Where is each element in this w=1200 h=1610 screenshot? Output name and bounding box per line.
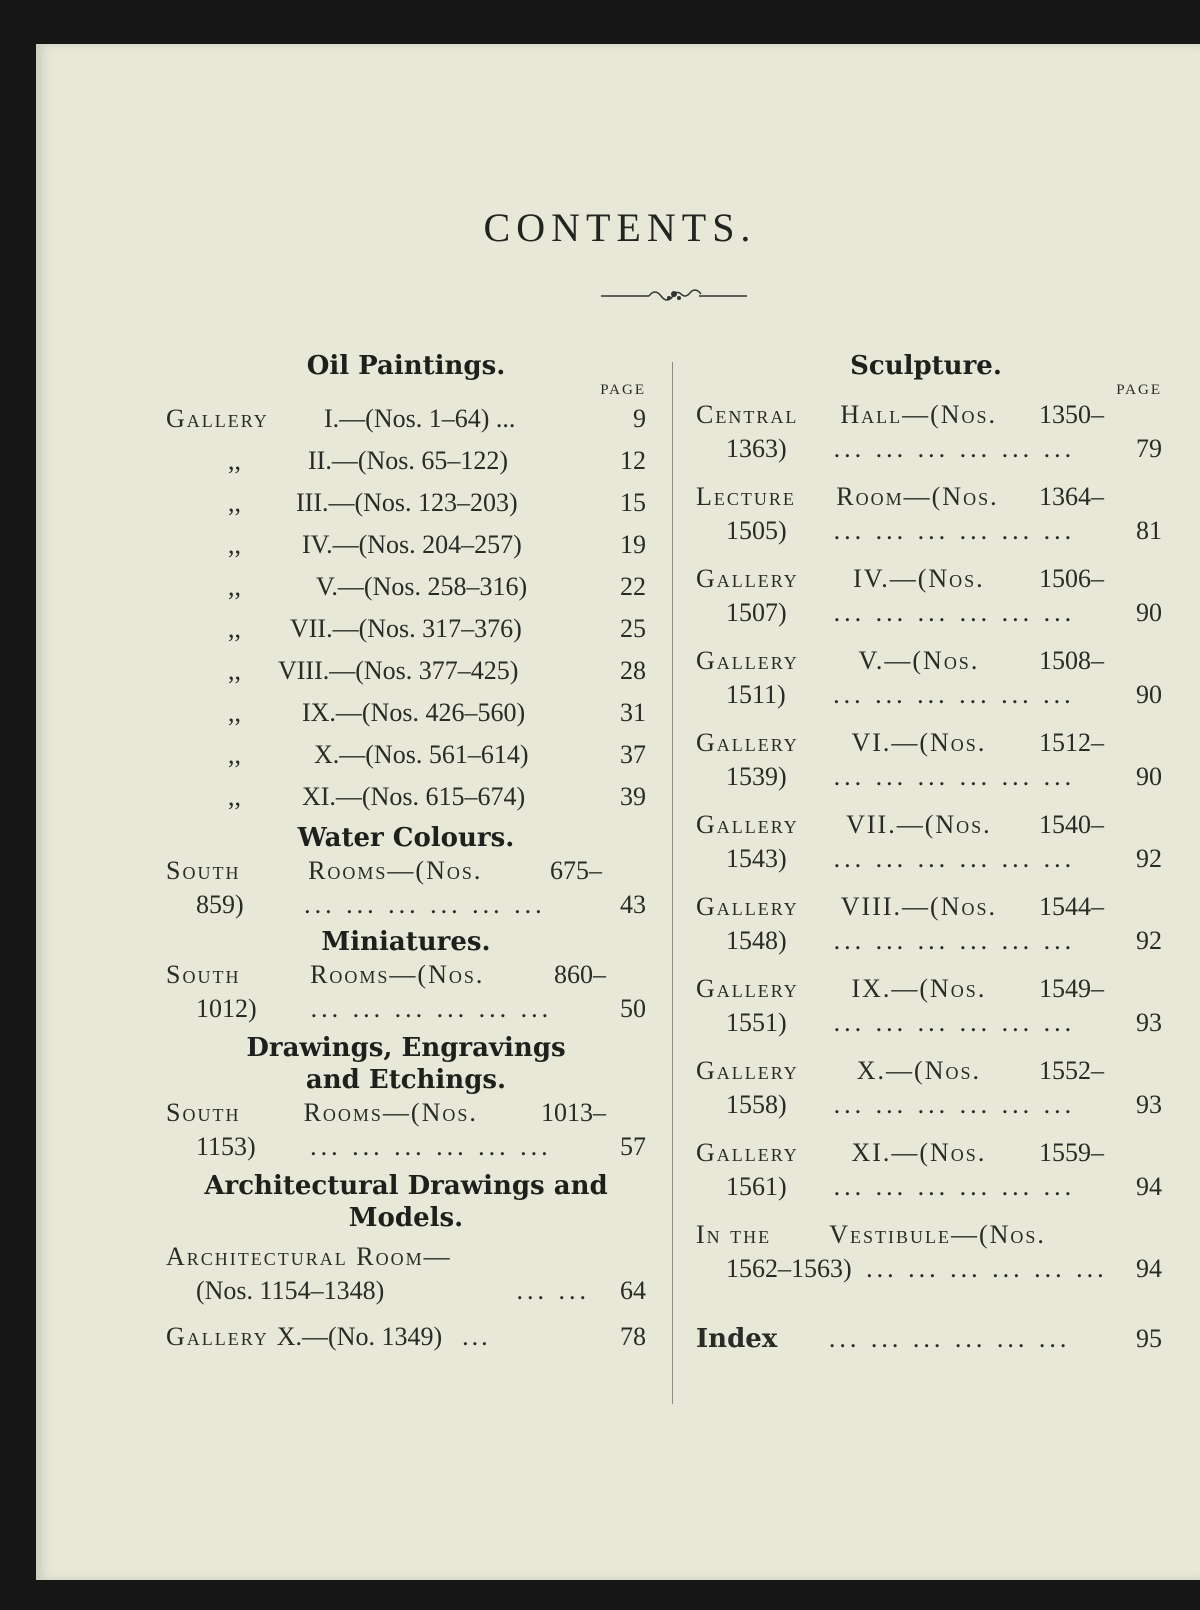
heading-drawings: Drawings, Engravings — [246, 1033, 566, 1063]
toc-page: 95 — [1136, 1324, 1162, 1353]
dot-leader: ... ... ... ... ... ... — [304, 890, 546, 919]
entry-label: Rooms—(Nos. — [303, 1098, 478, 1127]
entry-label: Gallery — [696, 728, 799, 757]
toc-entry: XI.—(Nos. 615–674) — [302, 782, 526, 811]
entry-label: Hall—(Nos. — [840, 400, 998, 429]
dot-leader: ... ... ... ... ... ... — [833, 680, 1075, 709]
entry-range: 1511) — [726, 680, 786, 709]
toc-entry-sculpture — [696, 726, 1196, 794]
dot-leader: ... ... ... ... ... ... — [833, 844, 1076, 873]
toc-page: 37 — [620, 740, 646, 769]
entry-label: VII.—(Nos. — [846, 810, 992, 839]
heading-miniatures: Miniatures. — [321, 927, 491, 957]
page-column-header: PAGE — [600, 382, 646, 398]
toc-page: 93 — [1136, 1008, 1162, 1037]
entry-label: Gallery — [696, 974, 799, 1003]
entry-range: 1551) — [726, 1008, 787, 1037]
heading-drawings-2: and Etchings. — [305, 1065, 507, 1095]
toc-row — [166, 482, 646, 524]
toc-entry-water-colours — [166, 854, 646, 922]
entry-range: 1507) — [726, 598, 787, 627]
toc-page: 78 — [620, 1322, 646, 1351]
ornament-divider-icon — [599, 284, 749, 306]
entry-range: 1505) — [726, 516, 787, 545]
dot-leader: ... ... ... ... ... ... — [833, 434, 1076, 463]
dot-leader: ... ... ... ... ... ... — [310, 994, 553, 1023]
toc-entry-sculpture — [696, 808, 1196, 876]
entry-range: 1350– — [1039, 400, 1104, 429]
toc-page: 28 — [620, 656, 646, 685]
column-divider — [672, 362, 673, 1404]
dot-leader: ... ... ... ... ... ... — [828, 1324, 1071, 1353]
entry-label: South — [166, 1098, 241, 1127]
entry-label: Gallery — [696, 1056, 799, 1085]
toc-entry-sculpture — [696, 644, 1196, 712]
entry-label: IV.—(Nos. — [853, 564, 985, 593]
ditto-mark: ,, — [228, 572, 241, 601]
entry-label: Rooms—(Nos. — [310, 960, 485, 989]
entry-label: Rooms—(Nos. — [308, 856, 483, 885]
toc-page: 90 — [1136, 680, 1162, 709]
entry-range: 1549– — [1038, 974, 1104, 1003]
entry-label: Central — [696, 400, 799, 429]
entry-range: 1540– — [1038, 810, 1104, 839]
entry-label: VI.—(Nos. — [851, 728, 987, 757]
toc-entry-drawings — [166, 1096, 646, 1164]
dot-leader: ... ... ... ... ... ... — [866, 1254, 1108, 1283]
entry-label: In the — [696, 1220, 772, 1249]
toc-entry-sculpture — [696, 890, 1196, 958]
ditto-mark: ,, — [228, 530, 241, 559]
toc-entry-sculpture — [696, 972, 1196, 1040]
entry-label: Lecture — [696, 482, 796, 511]
entry-range: 1548) — [726, 926, 787, 955]
heading-architectural-2: Models. — [348, 1203, 464, 1233]
toc-entry-sculpture — [696, 562, 1196, 630]
toc-page: 43 — [620, 890, 646, 919]
dot-leader: ... ... ... ... ... ... — [833, 926, 1076, 955]
dot-leader: ... ... ... ... ... ... — [833, 762, 1076, 791]
toc-entry-miniatures — [166, 958, 646, 1026]
toc-entry-sculpture — [696, 398, 1196, 466]
ditto-mark: ,, — [228, 740, 241, 769]
entry-label: XI.—(Nos. — [851, 1138, 987, 1167]
entry-range: 1012) — [196, 994, 257, 1023]
dot-leader: ... ... ... ... ... ... — [833, 1090, 1076, 1119]
dot-leader: ... — [462, 1322, 491, 1351]
toc-entry: VII.—(Nos. 317–376) — [290, 614, 522, 643]
heading-water-colours: Water Colours. — [297, 823, 515, 853]
sculpture-list — [696, 398, 1196, 1286]
entry-range: 1539) — [726, 762, 787, 791]
ditto-mark: ,, — [228, 698, 241, 727]
toc-row — [166, 398, 646, 440]
entry-range: (Nos. 1154–1348) — [196, 1276, 385, 1305]
toc-page: 19 — [620, 530, 646, 559]
index-label: Index — [696, 1324, 778, 1354]
entry-range: 1543) — [726, 844, 787, 873]
dot-leader: ... ... ... ... ... ... — [833, 1172, 1076, 1201]
dot-leader: ... ... ... ... ... ... — [833, 598, 1076, 627]
toc-entry: VIII.—(Nos. 377–425) — [278, 656, 519, 685]
entry-label: V.—(Nos. — [858, 646, 980, 675]
toc-entry-sculpture — [696, 1218, 1196, 1286]
toc-entry-sculpture — [696, 1136, 1196, 1204]
toc-entry: X.—(Nos. 561–614) — [314, 740, 529, 769]
toc-page: 15 — [620, 488, 646, 517]
entry-range: 1561) — [726, 1172, 787, 1201]
entry-range: 675– — [549, 856, 602, 885]
toc-row-gallery-x — [166, 1316, 646, 1358]
entry-label: Room—(Nos. — [836, 482, 999, 511]
dot-leader: ... ... ... ... ... ... — [833, 1008, 1076, 1037]
toc-page: 93 — [1136, 1090, 1162, 1119]
entry-range: 1552– — [1038, 1056, 1104, 1085]
toc-row — [166, 692, 646, 734]
dot-leader: ... ... — [516, 1276, 590, 1305]
toc-page: 25 — [620, 614, 646, 643]
toc-page: 94 — [1136, 1172, 1162, 1201]
entry-range: 1013– — [540, 1098, 606, 1127]
toc-page: 90 — [1136, 762, 1162, 791]
toc-entry-architectural — [166, 1240, 646, 1308]
toc-page: 64 — [620, 1276, 646, 1305]
toc-page: 31 — [620, 698, 646, 727]
entry-label: Gallery — [696, 810, 799, 839]
gallery-label: Gallery — [166, 1322, 269, 1351]
toc-entry: IX.—(Nos. 426–560) — [302, 698, 526, 727]
toc-row — [166, 440, 646, 482]
entry-label: Gallery — [696, 564, 799, 593]
toc-page: 81 — [1136, 516, 1162, 545]
toc-page: 90 — [1136, 598, 1162, 627]
entry-range: 1153) — [196, 1132, 256, 1161]
right-column — [696, 344, 1196, 1356]
entry-range: 1562–1563) — [726, 1254, 852, 1283]
entry-label: South — [166, 960, 241, 989]
toc-page: 39 — [620, 782, 646, 811]
entry-range: 859) — [196, 890, 244, 919]
entry-range: 1508– — [1039, 646, 1104, 675]
entry-label: VIII.—(Nos. — [840, 892, 997, 921]
dot-leader: ... ... ... ... ... ... — [310, 1132, 552, 1161]
entry-range: 1559– — [1038, 1138, 1104, 1167]
ditto-mark: ,, — [228, 446, 241, 475]
entry-label: Vestibule—(Nos. — [829, 1220, 1046, 1249]
entry-label: South — [166, 856, 241, 885]
toc-entry-sculpture — [696, 1054, 1196, 1122]
toc-page: 92 — [1136, 844, 1162, 873]
entry-label: IX.—(Nos. — [851, 974, 987, 1003]
toc-entry: X.—(No. 1349) — [276, 1322, 443, 1351]
gallery-label: Gallery — [166, 404, 269, 433]
toc-row — [166, 524, 646, 566]
heading-oil-paintings: Oil Paintings. — [306, 351, 506, 381]
entry-label: Gallery — [696, 1138, 799, 1167]
toc-row — [166, 734, 646, 776]
toc-row — [166, 608, 646, 650]
toc-page: 79 — [1136, 434, 1162, 463]
toc-entry: I.—(Nos. 1–64) ... — [324, 404, 516, 433]
toc-page: 57 — [620, 1132, 646, 1161]
entry-range: 1363) — [726, 434, 787, 463]
entry-label: X.—(Nos. — [856, 1056, 981, 1085]
toc-page: 22 — [620, 572, 646, 601]
entry-range: 1506– — [1039, 564, 1104, 593]
page-title: CONTENTS. — [483, 205, 757, 250]
book-page — [36, 44, 1200, 1580]
toc-entry: II.—(Nos. 65–122) — [308, 446, 509, 475]
ditto-mark: ,, — [228, 614, 241, 643]
toc-entry: IV.—(Nos. 204–257) — [302, 530, 522, 559]
entry-range: 1558) — [726, 1090, 787, 1119]
toc-page: 12 — [620, 446, 646, 475]
toc-row — [166, 650, 646, 692]
toc-row — [166, 776, 646, 818]
entry-range: 860– — [553, 960, 606, 989]
toc-page: 50 — [620, 994, 646, 1023]
entry-label: Gallery — [696, 892, 799, 921]
toc-page: 94 — [1136, 1254, 1162, 1283]
heading-sculpture: Sculpture. — [850, 351, 1002, 381]
entry-label: Gallery — [696, 646, 799, 675]
left-column — [166, 344, 646, 1358]
heading-architectural: Architectural Drawings and — [204, 1171, 608, 1201]
toc-entry-sculpture — [696, 480, 1196, 548]
dot-leader: ... ... ... ... ... ... — [833, 516, 1076, 545]
entry-range: 1544– — [1038, 892, 1104, 921]
toc-page: 92 — [1136, 926, 1162, 955]
toc-entry-index — [696, 1322, 1196, 1356]
toc-entry: III.—(Nos. 123–203) — [296, 488, 518, 517]
ditto-mark: ,, — [228, 782, 241, 811]
entry-range: 1512– — [1038, 728, 1104, 757]
ditto-mark: ,, — [228, 488, 241, 517]
entry-range: 1364– — [1039, 482, 1104, 511]
toc-row — [166, 566, 646, 608]
ditto-mark: ,, — [228, 656, 241, 685]
toc-page: 9 — [633, 404, 646, 433]
page-column-header: PAGE — [1116, 382, 1162, 398]
entry-label: Architectural Room— — [166, 1242, 452, 1271]
toc-entry: V.—(Nos. 258–316) — [316, 572, 528, 601]
